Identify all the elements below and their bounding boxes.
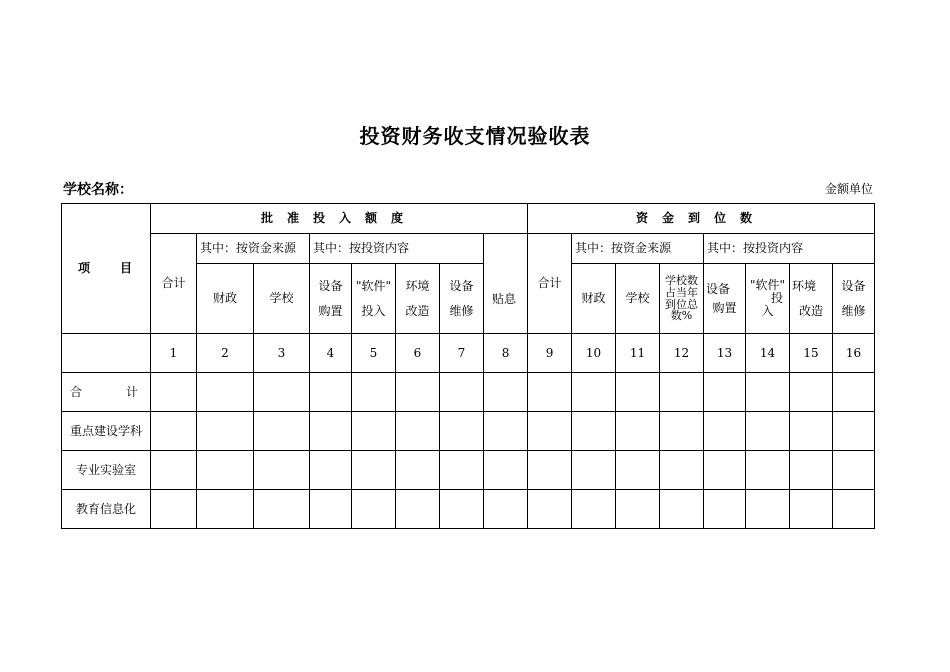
data-cell[interactable] [833, 412, 875, 451]
table-row [62, 451, 875, 490]
table-row [62, 412, 875, 451]
approved-maintenance-header: 设备 维修 [440, 264, 484, 334]
col-number: 6 [396, 334, 440, 373]
data-cell[interactable] [660, 451, 704, 490]
approved-school-header: 学校 [254, 264, 310, 334]
data-cell[interactable] [484, 451, 528, 490]
col-number: 16 [833, 334, 875, 373]
data-cell[interactable] [833, 373, 875, 412]
approved-source-header: 其中：按资金来源 [197, 234, 310, 264]
data-cell[interactable] [572, 412, 616, 451]
data-cell[interactable] [352, 490, 396, 529]
data-cell[interactable] [833, 451, 875, 490]
data-cell[interactable] [440, 451, 484, 490]
data-cell[interactable] [352, 451, 396, 490]
col-number: 11 [616, 334, 660, 373]
col-number: 8 [484, 334, 528, 373]
data-cell[interactable] [704, 490, 746, 529]
data-cell[interactable] [833, 490, 875, 529]
col-number: 15 [790, 334, 833, 373]
data-cell[interactable] [310, 490, 352, 529]
data-cell[interactable] [572, 490, 616, 529]
col-number: 7 [440, 334, 484, 373]
funds-arrived-header: 资金到位数 [528, 204, 875, 234]
data-cell[interactable] [484, 412, 528, 451]
data-cell[interactable] [151, 412, 197, 451]
row-label-key-disciplines: 重点建设学科 [62, 412, 151, 451]
data-cell[interactable] [572, 373, 616, 412]
col-number: 14 [746, 334, 790, 373]
data-cell[interactable] [396, 451, 440, 490]
project-header: 项 目 [62, 204, 151, 334]
data-cell[interactable] [352, 373, 396, 412]
col-number: 1 [151, 334, 197, 373]
table-row [62, 490, 875, 529]
col-number: 5 [352, 334, 396, 373]
arrived-software-header: "软件" 投 入 [746, 264, 790, 334]
data-cell[interactable] [616, 373, 660, 412]
row-label-informatization: 教育信息化 [62, 490, 151, 529]
data-cell[interactable] [790, 451, 833, 490]
data-cell[interactable] [704, 373, 746, 412]
data-cell[interactable] [197, 490, 254, 529]
arrived-source-header: 其中：按资金来源 [572, 234, 704, 264]
approved-environment-header: 环境 改造 [396, 264, 440, 334]
arrived-total-header: 合计 [528, 234, 572, 334]
data-cell[interactable] [310, 451, 352, 490]
arrived-maintenance-header: 设备 维修 [833, 264, 875, 334]
data-cell[interactable] [790, 412, 833, 451]
data-cell[interactable] [254, 412, 310, 451]
data-cell[interactable] [746, 451, 790, 490]
data-cell[interactable] [197, 373, 254, 412]
data-cell[interactable] [572, 451, 616, 490]
data-cell[interactable] [746, 373, 790, 412]
interest-header-label: 贴息 [491, 292, 516, 306]
data-cell[interactable] [310, 373, 352, 412]
interest-header-top [484, 234, 528, 334]
data-cell[interactable] [746, 490, 790, 529]
data-cell[interactable] [704, 451, 746, 490]
approved-finance-header: 财政 [197, 264, 254, 334]
data-cell[interactable] [440, 490, 484, 529]
data-cell[interactable] [484, 490, 528, 529]
approved-content-header: 其中：按投资内容 [310, 234, 484, 264]
arrived-equipment-purchase-header: 设备 购置 [704, 264, 746, 334]
school-ratio-header: 学校数占当年到位总数% [660, 264, 704, 334]
data-cell[interactable] [151, 373, 197, 412]
table-row [62, 373, 875, 412]
acceptance-table [61, 203, 875, 529]
data-cell[interactable] [352, 412, 396, 451]
amount-unit-label: 金额单位 [824, 182, 873, 196]
col-number: 9 [528, 334, 572, 373]
data-cell[interactable] [310, 412, 352, 451]
arrived-finance-header: 财政 [572, 264, 616, 334]
data-cell[interactable] [660, 373, 704, 412]
data-cell[interactable] [197, 412, 254, 451]
data-cell[interactable] [254, 373, 310, 412]
approved-software-header: "软件" 投入 [352, 264, 396, 334]
approved-equipment-purchase-header: 设备 购置 [310, 264, 352, 334]
col-number: 2 [197, 334, 254, 373]
data-cell[interactable] [616, 412, 660, 451]
blank-cell [62, 334, 151, 373]
data-cell[interactable] [254, 451, 310, 490]
row-label-total: 合 计 [62, 373, 151, 412]
col-number: 13 [704, 334, 746, 373]
approved-total-header: 合计 [151, 234, 197, 334]
col-number: 10 [572, 334, 616, 373]
data-cell[interactable] [151, 490, 197, 529]
page-title: 投资财务收支情况验收表 [359, 124, 591, 148]
data-cell[interactable] [396, 412, 440, 451]
data-cell[interactable] [440, 373, 484, 412]
data-cell[interactable] [528, 373, 572, 412]
data-cell[interactable] [616, 451, 660, 490]
arrived-school-header: 学校 [616, 264, 660, 334]
data-cell[interactable] [790, 490, 833, 529]
data-cell[interactable] [790, 373, 833, 412]
data-cell[interactable] [616, 490, 660, 529]
data-cell[interactable] [660, 412, 704, 451]
data-cell[interactable] [528, 490, 572, 529]
data-cell[interactable] [528, 412, 572, 451]
arrived-content-header: 其中：按投资内容 [704, 234, 875, 264]
data-cell[interactable] [528, 451, 572, 490]
data-cell[interactable] [440, 412, 484, 451]
approved-amount-header: 批准投入额度 [151, 204, 528, 234]
col-number: 3 [254, 334, 310, 373]
school-name-label: 学校名称： [63, 182, 133, 198]
row-label-labs: 专业实验室 [62, 451, 151, 490]
col-number: 4 [310, 334, 352, 373]
data-cell[interactable] [484, 373, 528, 412]
col-number: 12 [660, 334, 704, 373]
data-cell[interactable] [197, 451, 254, 490]
data-cell[interactable] [396, 490, 440, 529]
data-cell[interactable] [746, 412, 790, 451]
data-cell[interactable] [254, 490, 310, 529]
data-cell[interactable] [151, 451, 197, 490]
arrived-environment-header: 环境 改造 [790, 264, 833, 334]
data-cell[interactable] [704, 412, 746, 451]
data-cell[interactable] [396, 373, 440, 412]
data-cell[interactable] [660, 490, 704, 529]
